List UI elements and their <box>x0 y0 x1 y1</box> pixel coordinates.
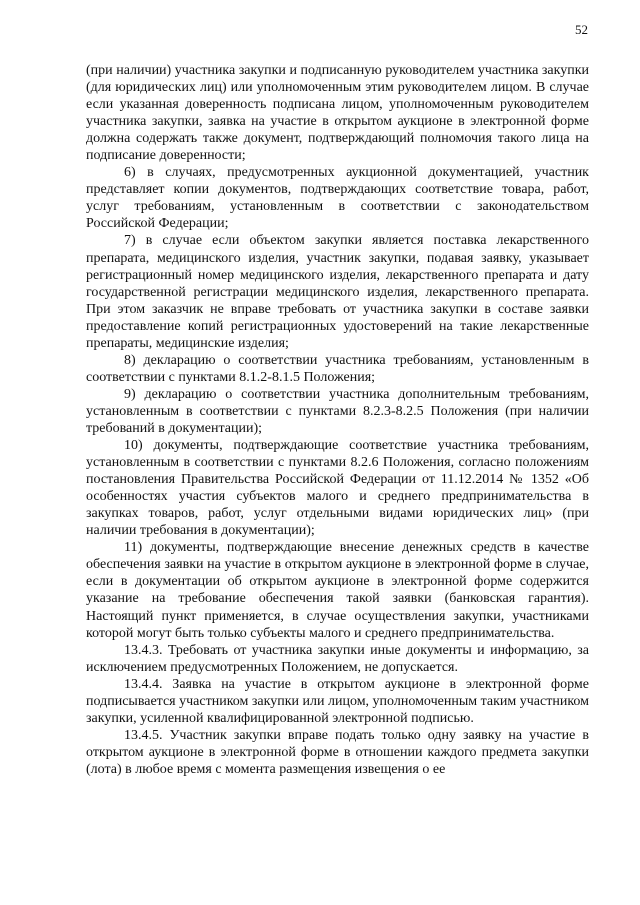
paragraph-13-4-4: 13.4.4. Заявка на участие в открытом аукционе в электронной форме подписывается участником закупки или лицом, уполномоченным таким участником закупки, усиленной квалифицированной электронной подписью. <box>86 676 589 726</box>
paragraph-item-8: 8) декларацию о соответствии участника требованиям, установленным в соответствии с пунктами 8.1.2-8.1.5 Положения; <box>86 352 589 385</box>
page-number: 52 <box>575 22 588 37</box>
paragraph-continuation: (при наличии) участника закупки и подписанную руководителем участника закупки (для юридических лиц) или уполномоченным этим руководителем лицом. В случае если указанная доверенность подписана лицом, уполномоченным руководителем участника закупки, заявка на участие в открытом аукционе в электронной форме должна содержать также документ, подтверждающий полномочия такого лица на подписание доверенности; <box>86 63 589 164</box>
paragraph-item-9: 9) декларацию о соответствии участника дополнительным требованиям, установленным в соответствии с пунктами 8.2.3-8.2.5 Положения (при наличии требований в документации); <box>86 386 589 436</box>
paragraph-item-10: 10) документы, подтверждающие соответствие участника требованиям, установленным в соответствии с пунктами 8.2.6 Положения, согласно положениям постановления Правительства Российской Федерации от 11.12.2014 № 1352 «Об особенностях участия субъектов малого и среднего предпринимательства в закупках товаров, работ, услуг отдельными видами юридических лиц» (при наличии требования в документации); <box>86 438 589 539</box>
paragraph-item-11: 11) документы, подтверждающие внесение денежных средств в качестве обеспечения заявки на участие в открытом аукционе в электронной форме в случае, если в документации об открытом аукционе в электронной форме содержится указание на требование обеспечения такой заявки (банковская гарантия). Настоящий пункт применяется, в случае осуществления закупки, участниками которой могут быть только субъекты малого и среднего предпринимательства. <box>86 540 589 641</box>
paragraph-13-4-3: 13.4.3. Требовать от участника закупки иные документы и информацию, за исключением предусмотренных Положением, не допускается. <box>86 642 589 675</box>
document-body <box>86 62 589 778</box>
paragraph-13-4-5: 13.4.5. Участник закупки вправе подать только одну заявку на участие в открытом аукционе в электронной форме в отношении каждого предмета закупки (лота) в любое время с момента размещения извещения о ее <box>86 727 589 777</box>
paragraph-item-7: 7) в случае если объектом закупки является поставка лекарственного препарата, медицинского изделия, участник закупки, подавая заявку, указывает регистрационный номер медицинского изделия, лекарственного препарата и дату государственной регистрации медицинского изделия, лекарственного препарата. При этом заказчик не вправе требовать от участника закупки в составе заявки предоставление копий регистрационных удостоверений на такие лекарственные препараты, медицинские изделия; <box>86 233 589 351</box>
paragraph-item-6: 6) в случаях, предусмотренных аукционной документацией, участник представляет копии документов, подтверждающих соответствие товара, работ, услуг требованиям, установленным в соответствии с законодательством Российской Федерации; <box>86 165 589 232</box>
